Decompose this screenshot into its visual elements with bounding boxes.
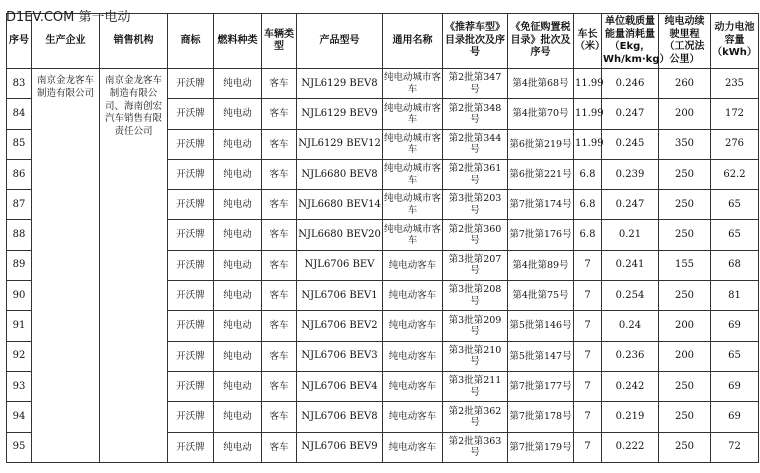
header-model: 产品型号: [297, 14, 383, 69]
cell-range: 250: [659, 371, 711, 401]
cell-recommended-catalog: 第2批第361号: [443, 159, 508, 189]
cell-energy-consumption: 0.222: [602, 432, 659, 462]
cell-length: 7: [574, 402, 602, 432]
cell-common-name: 纯电动客车: [383, 311, 443, 341]
cell-range: 260: [659, 69, 711, 99]
cell-index: 89: [7, 250, 32, 280]
cell-brand: 开沃牌: [168, 159, 214, 189]
cell-range: 200: [659, 341, 711, 371]
cell-tax-exempt-catalog: 第5批第146号: [508, 311, 574, 341]
header-sales-agency: 销售机构: [100, 14, 168, 69]
table-row: [7, 69, 759, 99]
cell-brand: 开沃牌: [168, 371, 214, 401]
cell-vehicle-type: 客车: [262, 250, 297, 280]
cell-index: 88: [7, 220, 32, 250]
cell-recommended-catalog: 第2批第344号: [443, 129, 508, 159]
cell-recommended-catalog: 第3批第203号: [443, 190, 508, 220]
cell-tax-exempt-catalog: 第7批第177号: [508, 371, 574, 401]
cell-length: 11.99: [574, 69, 602, 99]
cell-brand: 开沃牌: [168, 281, 214, 311]
cell-model: NJL6129 BEV9: [297, 99, 383, 129]
cell-range: 200: [659, 311, 711, 341]
cell-index: 95: [7, 432, 32, 462]
cell-index: 91: [7, 311, 32, 341]
cell-tax-exempt-catalog: 第6批第219号: [508, 129, 574, 159]
cell-recommended-catalog: 第3批第211号: [443, 371, 508, 401]
header-tax-exempt-catalog: 《免征购置税目录》批次及序号: [508, 14, 574, 69]
cell-energy-consumption: 0.247: [602, 99, 659, 129]
cell-vehicle-type: 客车: [262, 432, 297, 462]
cell-common-name: 纯电动客车: [383, 281, 443, 311]
cell-fuel-type: 纯电动: [214, 159, 262, 189]
cell-length: 11.99: [574, 99, 602, 129]
cell-battery-capacity: 62.2: [711, 159, 759, 189]
cell-energy-consumption: 0.239: [602, 159, 659, 189]
header-vehicle-type: 车辆类型: [262, 14, 297, 69]
cell-battery-capacity: 68: [711, 250, 759, 280]
cell-tax-exempt-catalog: 第5批第147号: [508, 341, 574, 371]
cell-brand: 开沃牌: [168, 402, 214, 432]
cell-recommended-catalog: 第2批第348号: [443, 99, 508, 129]
cell-common-name: 纯电动客车: [383, 341, 443, 371]
cell-battery-capacity: 81: [711, 281, 759, 311]
header-index: 序号: [7, 14, 32, 69]
cell-recommended-catalog: 第3批第208号: [443, 281, 508, 311]
cell-tax-exempt-catalog: 第4批第89号: [508, 250, 574, 280]
cell-range: 250: [659, 432, 711, 462]
cell-tax-exempt-catalog: 第7批第174号: [508, 190, 574, 220]
cell-vehicle-type: 客车: [262, 220, 297, 250]
cell-tax-exempt-catalog: 第4批第75号: [508, 281, 574, 311]
cell-vehicle-type: 客车: [262, 159, 297, 189]
cell-energy-consumption: 0.246: [602, 69, 659, 99]
cell-brand: 开沃牌: [168, 311, 214, 341]
cell-index: 83: [7, 69, 32, 99]
cell-common-name: 纯电动城市客车: [383, 129, 443, 159]
cell-battery-capacity: 69: [711, 371, 759, 401]
cell-common-name: 纯电动城市客车: [383, 99, 443, 129]
cell-length: 7: [574, 341, 602, 371]
cell-index: 85: [7, 129, 32, 159]
cell-index: 94: [7, 402, 32, 432]
cell-vehicle-type: 客车: [262, 281, 297, 311]
cell-length: 6.8: [574, 220, 602, 250]
cell-fuel-type: 纯电动: [214, 220, 262, 250]
cell-common-name: 纯电动客车: [383, 402, 443, 432]
cell-recommended-catalog: 第2批第363号: [443, 432, 508, 462]
cell-vehicle-type: 客车: [262, 129, 297, 159]
cell-vehicle-type: 客车: [262, 190, 297, 220]
cell-tax-exempt-catalog: 第4批第70号: [508, 99, 574, 129]
cell-energy-consumption: 0.219: [602, 402, 659, 432]
cell-index: 90: [7, 281, 32, 311]
cell-tax-exempt-catalog: 第7批第179号: [508, 432, 574, 462]
cell-tax-exempt-catalog: 第6批第221号: [508, 159, 574, 189]
cell-battery-capacity: 69: [711, 402, 759, 432]
cell-brand: 开沃牌: [168, 250, 214, 280]
cell-sales-agency: 南京金龙客车制造有限公司、海南创宏汽车销售有限责任公司: [100, 69, 168, 463]
cell-index: 92: [7, 341, 32, 371]
cell-fuel-type: 纯电动: [214, 129, 262, 159]
header-energy-consumption: 单位载质量能量消耗量（Ekg，Wh/km·kg）: [602, 14, 659, 69]
cell-battery-capacity: 65: [711, 190, 759, 220]
cell-vehicle-type: 客车: [262, 69, 297, 99]
cell-energy-consumption: 0.245: [602, 129, 659, 159]
header-manufacturer: 生产企业: [32, 14, 100, 69]
cell-length: 7: [574, 311, 602, 341]
cell-length: 7: [574, 281, 602, 311]
cell-common-name: 纯电动客车: [383, 250, 443, 280]
cell-model: NJL6706 BEV3: [297, 341, 383, 371]
cell-energy-consumption: 0.242: [602, 371, 659, 401]
cell-model: NJL6680 BEV8: [297, 159, 383, 189]
cell-battery-capacity: 65: [711, 220, 759, 250]
cell-battery-capacity: 276: [711, 129, 759, 159]
header-length: 车长（米）: [574, 14, 602, 69]
cell-range: 250: [659, 402, 711, 432]
cell-length: 7: [574, 371, 602, 401]
cell-brand: 开沃牌: [168, 341, 214, 371]
cell-battery-capacity: 65: [711, 341, 759, 371]
header-common-name: 通用名称: [383, 14, 443, 69]
cell-common-name: 纯电动城市客车: [383, 69, 443, 99]
cell-common-name: 纯电动城市客车: [383, 220, 443, 250]
cell-brand: 开沃牌: [168, 99, 214, 129]
cell-model: NJL6706 BEV: [297, 250, 383, 280]
vehicle-catalog-table: [6, 13, 759, 463]
cell-fuel-type: 纯电动: [214, 250, 262, 280]
cell-recommended-catalog: 第2批第360号: [443, 220, 508, 250]
cell-fuel-type: 纯电动: [214, 190, 262, 220]
cell-fuel-type: 纯电动: [214, 69, 262, 99]
cell-common-name: 纯电动城市客车: [383, 159, 443, 189]
cell-energy-consumption: 0.24: [602, 311, 659, 341]
cell-battery-capacity: 172: [711, 99, 759, 129]
cell-battery-capacity: 235: [711, 69, 759, 99]
cell-range: 250: [659, 190, 711, 220]
cell-length: 7: [574, 432, 602, 462]
cell-vehicle-type: 客车: [262, 341, 297, 371]
cell-recommended-catalog: 第3批第207号: [443, 250, 508, 280]
cell-index: 93: [7, 371, 32, 401]
cell-battery-capacity: 72: [711, 432, 759, 462]
cell-range: 155: [659, 250, 711, 280]
cell-range: 250: [659, 281, 711, 311]
cell-brand: 开沃牌: [168, 432, 214, 462]
cell-brand: 开沃牌: [168, 190, 214, 220]
cell-length: 11.99: [574, 129, 602, 159]
cell-model: NJL6706 BEV8: [297, 402, 383, 432]
cell-range: 250: [659, 220, 711, 250]
cell-tax-exempt-catalog: 第4批第68号: [508, 69, 574, 99]
cell-battery-capacity: 69: [711, 311, 759, 341]
cell-recommended-catalog: 第3批第210号: [443, 341, 508, 371]
cell-recommended-catalog: 第2批第347号: [443, 69, 508, 99]
cell-vehicle-type: 客车: [262, 371, 297, 401]
cell-manufacturer: 南京金龙客车制造有限公司: [32, 69, 100, 463]
cell-fuel-type: 纯电动: [214, 281, 262, 311]
cell-range: 200: [659, 99, 711, 129]
cell-length: 6.8: [574, 159, 602, 189]
table-body: [7, 69, 759, 463]
header-recommended-catalog: 《推荐车型》目录批次及序号: [443, 14, 508, 69]
watermark-text: D1EV.COM 第一电动: [6, 10, 131, 25]
cell-model: NJL6706 BEV1: [297, 281, 383, 311]
cell-recommended-catalog: 第3批第209号: [443, 311, 508, 341]
header-fuel-type: 燃料种类: [214, 14, 262, 69]
cell-energy-consumption: 0.247: [602, 190, 659, 220]
cell-brand: 开沃牌: [168, 69, 214, 99]
cell-energy-consumption: 0.254: [602, 281, 659, 311]
header-range: 纯电动续驶里程（工况法公里）: [659, 14, 711, 69]
cell-index: 87: [7, 190, 32, 220]
cell-fuel-type: 纯电动: [214, 402, 262, 432]
cell-range: 250: [659, 159, 711, 189]
cell-tax-exempt-catalog: 第7批第178号: [508, 402, 574, 432]
cell-model: NJL6129 BEV8: [297, 69, 383, 99]
cell-common-name: 纯电动城市客车: [383, 190, 443, 220]
cell-vehicle-type: 客车: [262, 311, 297, 341]
cell-length: 7: [574, 250, 602, 280]
cell-vehicle-type: 客车: [262, 402, 297, 432]
cell-fuel-type: 纯电动: [214, 432, 262, 462]
cell-length: 6.8: [574, 190, 602, 220]
cell-range: 350: [659, 129, 711, 159]
cell-energy-consumption: 0.21: [602, 220, 659, 250]
cell-energy-consumption: 0.236: [602, 341, 659, 371]
cell-recommended-catalog: 第2批第362号: [443, 402, 508, 432]
cell-index: 84: [7, 99, 32, 129]
cell-brand: 开沃牌: [168, 220, 214, 250]
cell-brand: 开沃牌: [168, 129, 214, 159]
cell-model: NJL6680 BEV14: [297, 190, 383, 220]
cell-model: NJL6129 BEV12: [297, 129, 383, 159]
cell-fuel-type: 纯电动: [214, 371, 262, 401]
header-battery-capacity: 动力电池容量（kWh）: [711, 14, 759, 69]
cell-fuel-type: 纯电动: [214, 311, 262, 341]
cell-fuel-type: 纯电动: [214, 341, 262, 371]
cell-energy-consumption: 0.241: [602, 250, 659, 280]
cell-common-name: 纯电动客车: [383, 432, 443, 462]
cell-model: NJL6706 BEV4: [297, 371, 383, 401]
cell-model: NJL6706 BEV2: [297, 311, 383, 341]
cell-vehicle-type: 客车: [262, 99, 297, 129]
cell-fuel-type: 纯电动: [214, 99, 262, 129]
cell-tax-exempt-catalog: 第7批第176号: [508, 220, 574, 250]
cell-common-name: 纯电动客车: [383, 371, 443, 401]
cell-index: 86: [7, 159, 32, 189]
cell-model: NJL6680 BEV20: [297, 220, 383, 250]
header-brand: 商标: [168, 14, 214, 69]
cell-model: NJL6706 BEV9: [297, 432, 383, 462]
